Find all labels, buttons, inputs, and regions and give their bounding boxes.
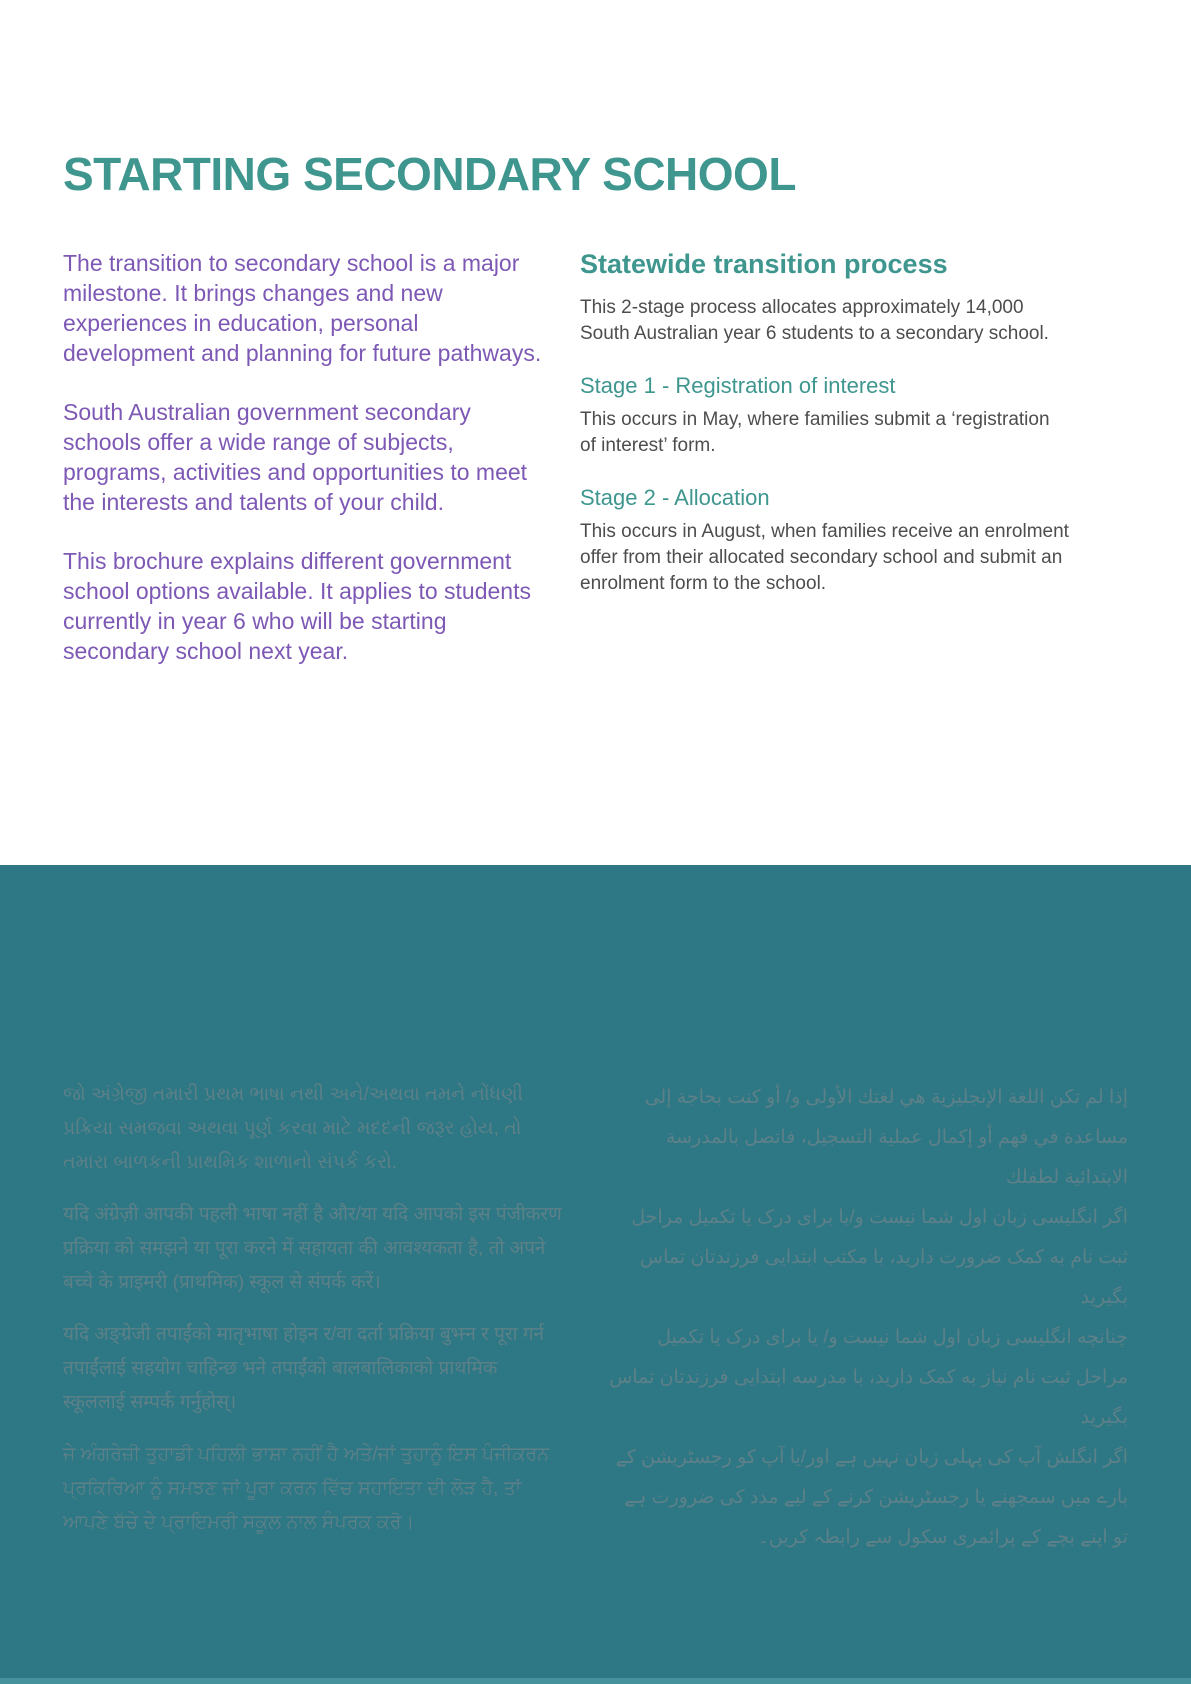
stage-1-description: This occurs in May, where families submit a ‘registration of interest’ form. [580,409,1050,457]
intro-paragraph: This brochure explains different government school options available. It applies to students currently in year 6 who will be starting secondary school next year. [63,548,531,665]
transition-process-heading: Statewide transition process [580,249,948,280]
intro-columns [63,248,1128,695]
page-edge-strip [0,1678,1191,1684]
top-section [0,0,1191,695]
translation-gujarati: જો અંગ્રેજી તમારી પ્રથમ ભાષા નથી અને/અથવા તમને નોંધણી પ્રક્રિયા સમજવા અથવા પૂર્ણ કરવા માટે મદદની જરૂર હોય, તો તમારા બાળકની પ્રાથમિક શાળાનો સંપર્ક કરો. [63,1084,524,1173]
page-title: STARTING SECONDARY SCHOOL [63,148,796,200]
stage-2-description: This occurs in August, when families receive an enrolment offer from their allocated secondary school and submit an enrolment form to the school. [580,521,1069,595]
intro-column [63,248,550,695]
translation-dari: اگر انگلیسی زبان اول شما نیست و/یا برای درک یا تکمیل مراحل ثبت نام به کمک ضرورت دارید، با مکتب ابتدایی فرزندتان تماس بگیرید [631,1207,1128,1308]
translation-farsi: چنانچه انگلیسی زبان اول شما نیست و/ یا برای درک یا تکمیل مراحل ثبت نام نیاز به کمک دارید، با مدرسه ابتدایی فرزندتان تماس بگیرید [609,1327,1128,1428]
translations-band [0,865,1191,1684]
translation-nepali: यदि अङ्ग्रेजी तपाईंको मातृभाषा होइन र/वा दर्ता प्रक्रिया बुझ्न र पूरा गर्न तपाईंलाई सहयोग चाहिन्छ भने तपाईंको बालबालिकाको प्राथमिक स्कूललाई सम्पर्क गर्नुहोस्। [63,1324,545,1413]
transition-process-column [580,248,1070,695]
translation-punjabi: ਜੇ ਅੰਗਰੇਜ਼ੀ ਤੁਹਾਡੀ ਪਹਿਲੀ ਭਾਸ਼ਾ ਨਹੀਂ ਹੈ ਅਤੇ/ਜਾਂ ਤੁਹਾਨੂੰ ਇਸ ਪੰਜੀਕਰਨ ਪ੍ਰਕਿਰਿਆ ਨੂੰ ਸਮਝਣ ਜਾਂ ਪੂਰਾ ਕਰਨ ਵਿੱਚ ਸਹਾਇਤਾ ਦੀ ਲੋੜ ਹੈ, ਤਾਂ ਆਪਣੇ ਬੱਚੇ ਦੇ ਪ੍ਰਾਇਮਰੀ ਸਕੂਲ ਨਾਲ ਸੰਪਰਕ ਕਰੋ। [63,1444,550,1533]
translation-arabic: إذا لم تكن اللغة الإنجليزية هي لغتك الأولى و/ أو كنت بحاجة إلى مساعدة في فهم أو إكمال عملية التسجيل، فاتصل بالمدرسة الابتدائية لطفلك [644,1087,1128,1188]
translation-hindi: यदि अंग्रेज़ी आपकी पहली भाषा नहीं है और/या यदि आपको इस पंजीकरण प्रक्रिया को समझने या पूरा करने में सहायता की आवश्यकता है, तो अपने बच्चे के प्राइमरी (प्राथमिक) स्कूल से संपर्क करें। [63,1204,562,1293]
stage-1-heading: Stage 1 - Registration of interest [580,372,896,398]
stage-2-heading: Stage 2 - Allocation [580,485,770,511]
transition-process-description: This 2-stage process allocates approximately 14,000 South Australian year 6 students to a secondary school. [580,296,1049,344]
translations-grid [0,865,1191,1558]
translation-urdu: اگر انگلش آپ کی پہلی زبان نہیں ہے اور/یا آپ کو رجسٹریشن کے بارے میں سمجھنے یا رجسٹریشن کرنے کے لیے مدد کی ضرورت ہے تو اپنے بچے کے پرائمری سکول سے رابطہ کریں۔ [615,1447,1128,1548]
intro-paragraph: The transition to secondary school is a major milestone. It brings changes and new experiences in education, personal development and planning for future pathways. [63,250,542,367]
intro-paragraph: South Australian government secondary schools offer a wide range of subjects, programs, activities and opportunities to meet the interests and talents of your child. [63,399,528,516]
